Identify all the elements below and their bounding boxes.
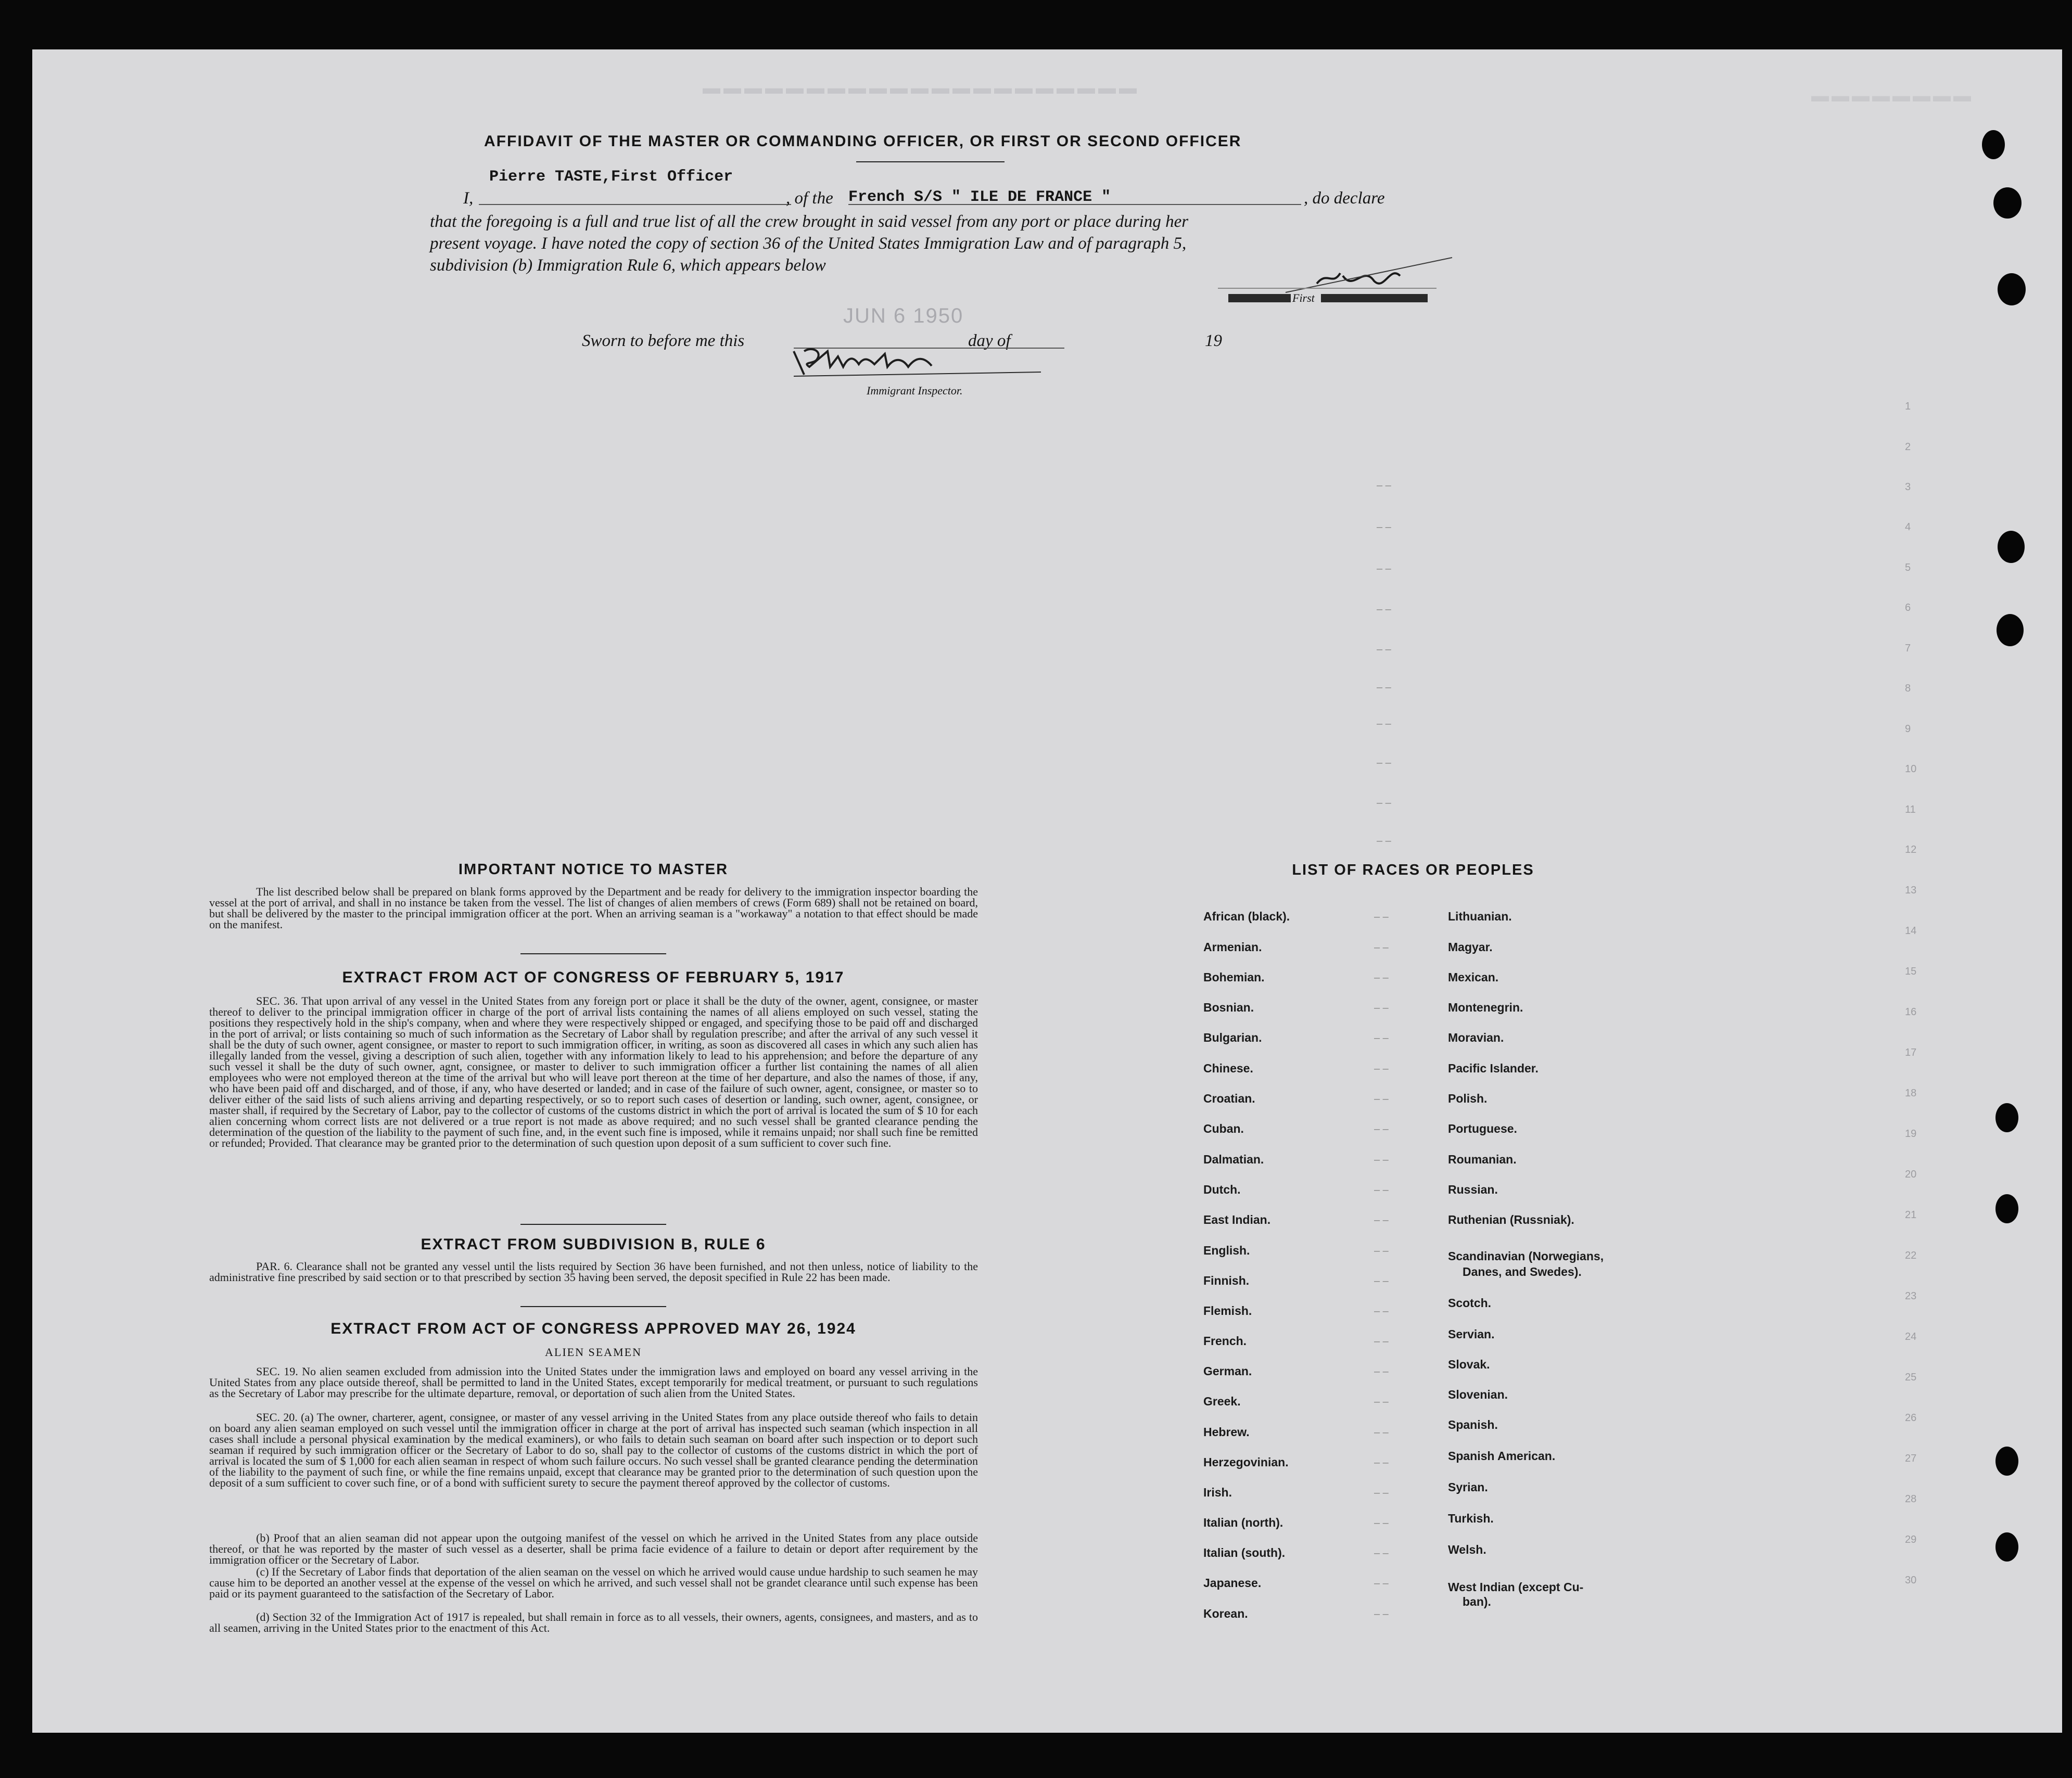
bleed-number: 28	[1905, 1493, 1917, 1505]
bleed-number: 19	[1905, 1128, 1917, 1140]
race-item: Turkish.	[1448, 1512, 1494, 1525]
bleed-number: 25	[1905, 1372, 1917, 1383]
struck-title-left	[1228, 294, 1291, 302]
bleed-number: 18	[1905, 1088, 1917, 1099]
officer-name: Pierre TASTE,First Officer	[489, 168, 733, 186]
bleed-number: 23	[1905, 1290, 1917, 1302]
race-item: Lithuanian.	[1448, 910, 1512, 923]
bleed-number: 15	[1905, 966, 1917, 977]
dash-mark: – –	[1374, 1245, 1389, 1257]
dash-mark: – –	[1374, 1336, 1389, 1347]
race-item: Bohemian.	[1203, 970, 1265, 984]
dash-mark: – –	[1374, 1063, 1389, 1075]
race-item: West Indian (except Cu-	[1448, 1580, 1584, 1594]
race-item: Greek.	[1203, 1395, 1241, 1408]
bleed-number: 11	[1905, 804, 1916, 815]
dash-mark: – –	[1374, 1306, 1389, 1317]
punch-hole	[1998, 273, 2026, 305]
race-item: Armenian.	[1203, 940, 1262, 954]
act1924-subtitle: ALIEN SEAMEN	[545, 1346, 642, 1359]
rule6-title: EXTRACT FROM SUBDIVISION B, RULE 6	[421, 1236, 766, 1253]
race-item: Danes, and Swedes).	[1463, 1265, 1582, 1278]
dash-mark: – –	[1374, 1093, 1389, 1105]
date-stamp: JUN 6 1950	[843, 304, 964, 327]
dash-mark: – –	[1374, 1457, 1389, 1468]
bleed-number: 7	[1905, 643, 1911, 654]
dash-mark: – –	[1374, 1427, 1389, 1438]
bleed-number: 1	[1905, 401, 1911, 412]
race-item: Spanish.	[1448, 1418, 1498, 1431]
race-item: ban).	[1463, 1595, 1491, 1608]
dash-mark: – –	[1374, 1608, 1389, 1620]
race-item: Dalmatian.	[1203, 1153, 1264, 1166]
sworn-text: Sworn to before me this	[582, 331, 745, 350]
race-item: Croatian.	[1203, 1092, 1255, 1105]
race-item: Bulgarian.	[1203, 1031, 1262, 1044]
dash-mark: – –	[1374, 1002, 1389, 1014]
rule6-rule	[520, 1306, 666, 1307]
dash-mark: – –	[1374, 1547, 1389, 1559]
bleed-number: 6	[1905, 602, 1911, 613]
bleed-number: 2	[1905, 441, 1911, 453]
dash-mark: – –	[1377, 835, 1391, 847]
race-item: Hebrew.	[1203, 1425, 1250, 1439]
inspector-caption: Immigrant Inspector.	[867, 384, 963, 397]
bleed-number: 8	[1905, 683, 1911, 694]
dash-mark: – –	[1377, 521, 1391, 533]
dash-mark: – –	[1374, 1154, 1389, 1166]
dash-mark: – –	[1374, 1032, 1389, 1044]
punch-hole	[1998, 531, 2025, 563]
race-item: Ruthenian (Russniak).	[1448, 1213, 1574, 1226]
punch-hole	[1982, 130, 2005, 159]
bleed-number: 26	[1905, 1412, 1917, 1424]
race-item: Mexican.	[1448, 970, 1499, 984]
dash-mark: – –	[1377, 604, 1391, 615]
bleed-number: 21	[1905, 1209, 1917, 1221]
act1924-sec20d: (d) Section 32 of the Immigration Act of 1917 is repealed, but shall remain in force as to all vessels, their owners, agents, consignees, and masters, and as to all seamen, arriving in the United States prior to the enactment of this Act.	[209, 1610, 978, 1634]
affidavit-line-2: that the foregoing is a full and true list of all the crew brought in said vessel from any port or place during her	[430, 212, 1189, 231]
dash-mark: – –	[1374, 1487, 1389, 1499]
day-of-text: day of	[968, 331, 1011, 350]
dash-mark: – –	[1374, 1123, 1389, 1135]
race-item: Pacific Islander.	[1448, 1061, 1539, 1075]
dash-mark: – –	[1377, 480, 1391, 491]
dash-mark: – –	[1374, 972, 1389, 983]
bleed-number: 16	[1905, 1006, 1917, 1018]
race-item: Chinese.	[1203, 1061, 1253, 1075]
act1924-sec19: SEC. 19. No alien seamen excluded from admission into the United States under the immigration laws and employed on board any vessel arriving in the United States from any place outside thereof, shall be permitted to land in the United States, except temporarily for medical treatment, or pursuant to such regulations as the Secretary of Labor may prescribe for the ultimate departure, removal, or deportation of such alien from the United States.	[209, 1365, 978, 1400]
officer-name-blank	[479, 204, 791, 205]
bleed-number: 9	[1905, 723, 1911, 735]
affidavit-line-3: present voyage. I have noted the copy of section 36 of the United States Immigration Law and of paragraph 5,	[430, 234, 1187, 253]
race-item: French.	[1203, 1334, 1247, 1348]
race-item: Korean.	[1203, 1607, 1248, 1620]
dash-mark: – –	[1374, 1366, 1389, 1377]
struck-title-right	[1321, 294, 1428, 302]
bleed-number: 3	[1905, 481, 1911, 493]
vessel-name: French S/S " ILE DE FRANCE "	[848, 188, 1111, 206]
dash-mark: – –	[1374, 911, 1389, 923]
race-item: Portuguese.	[1448, 1122, 1517, 1135]
affidavit-title-rule	[856, 161, 1005, 162]
race-item: Italian (south).	[1203, 1546, 1286, 1559]
bleed-number: 5	[1905, 562, 1911, 573]
affidavit-title: AFFIDAVIT OF THE MASTER OR COMMANDING OFFICER, OR FIRST OR SECOND OFFICER	[484, 133, 1242, 150]
race-item: Japanese.	[1203, 1576, 1262, 1590]
act1924-sec20b: (b) Proof that an alien seaman did not appear upon the outgoing manifest of the vessel on which he arrived in the United States from any place outside thereof, or that he was reported by the master of such vessel as a deserter, shall be prima facie evidence of a failure to detain or deport after requirement by the immigration officer or the Secretary of Labor.	[209, 1531, 978, 1566]
race-item: Dutch.	[1203, 1183, 1241, 1196]
race-item: Finnish.	[1203, 1274, 1250, 1287]
signature-caption: First	[1292, 291, 1315, 304]
dash-mark: – –	[1377, 682, 1391, 693]
race-item: East Indian.	[1203, 1213, 1271, 1226]
races-title: LIST OF RACES OR PEOPLES	[1292, 862, 1534, 878]
race-item: Bosnian.	[1203, 1001, 1254, 1014]
year-text: 19	[1205, 331, 1222, 350]
bleed-number: 30	[1905, 1575, 1917, 1586]
notice-rule	[520, 953, 666, 954]
race-item: Slovenian.	[1448, 1388, 1508, 1401]
bleed-number: 29	[1905, 1534, 1917, 1545]
race-item: Flemish.	[1203, 1304, 1252, 1317]
bleed-number: 12	[1905, 844, 1917, 855]
bleed-number: 13	[1905, 885, 1917, 896]
affidavit-of-the: , of the	[786, 189, 833, 208]
race-item: Welsh.	[1448, 1543, 1486, 1556]
race-item: Slovak.	[1448, 1358, 1490, 1371]
dash-mark: – –	[1374, 1214, 1389, 1226]
affidavit-line-4: subdivision (b) Immigration Rule 6, which appears below	[430, 256, 826, 275]
race-item: Herzegovinian.	[1203, 1455, 1289, 1469]
race-item: German.	[1203, 1364, 1252, 1378]
bleed-number: 24	[1905, 1331, 1917, 1342]
bleed-number: 27	[1905, 1453, 1917, 1464]
dash-mark: – –	[1374, 1396, 1389, 1408]
punch-hole	[1995, 1103, 2018, 1132]
bleed-number: 20	[1905, 1169, 1917, 1180]
bleed-number: 14	[1905, 925, 1917, 937]
dash-mark: – –	[1377, 718, 1391, 730]
act1917-rule	[520, 1224, 666, 1225]
act1924-title: EXTRACT FROM ACT OF CONGRESS APPROVED MAY 26, 1924	[330, 1320, 856, 1337]
act1917-title: EXTRACT FROM ACT OF CONGRESS OF FEBRUARY 5, 1917	[342, 969, 845, 986]
act1924-sec20a: SEC. 20. (a) The owner, charterer, agent, consignee, or master of any vessel arriving in the United States from any place outside thereof who fails to detain on board any alien seaman employed on such vessel until the immigration officer in charge at the port of arrival has inspected such seaman (which inspection in all cases shall include a personal physical examination by the medical examiners), or who fails to detain such seaman on board after such inspection or to deport such seaman if required by such immigration officer or the Secretary of Labor to do so, shall pay to the collector of customs of the customs district in which the port of arrival is located the sum of $ 1,000 for each alien seaman in respect of whom such failure occurs. No such vessel shall be granted clearance pending the determination of the liability to the payment of such fine, or while the fine remains unpaid, except that clearance may be granted prior to the determination of such question upon the deposit of a sum sufficient to cover such fine, or of a bond with sufficient surety to secure the payment thereof approved by the collector of customs.	[209, 1411, 978, 1489]
bleed-through-heading-2: ▬▬▬▬▬▬▬▬	[1811, 86, 1974, 106]
act1924-sec20c: (c) If the Secretary of Labor finds that deportation of the alien seaman on the vessel on which he arrived would cause undue hardship to such seamen he may cause him to be deported an another vessel at the expense of the vessel on which he arrived, and such vessel shall not be grandet clearance until such expense has been paid or its payment guaranteed to the satisfaction of the Secretary of Labor.	[209, 1565, 978, 1600]
vessel-blank	[848, 204, 1301, 205]
race-item: Scotch.	[1448, 1296, 1492, 1310]
bleed-number: 10	[1905, 763, 1917, 775]
bleed-number: 4	[1905, 521, 1911, 533]
race-item: Magyar.	[1448, 940, 1493, 954]
affidavit-declare: , do declare	[1304, 189, 1385, 208]
dash-mark: – –	[1374, 1578, 1389, 1589]
punch-hole	[1993, 187, 2022, 219]
notice-title: IMPORTANT NOTICE TO MASTER	[458, 861, 729, 878]
race-item: Syrian.	[1448, 1480, 1488, 1494]
race-item: Montenegrin.	[1448, 1001, 1523, 1014]
race-item: Irish.	[1203, 1486, 1232, 1499]
race-item: Roumanian.	[1448, 1153, 1517, 1166]
punch-hole	[1995, 1532, 2018, 1562]
race-item: Polish.	[1448, 1092, 1488, 1105]
dash-mark: – –	[1377, 644, 1391, 655]
race-item: African (black).	[1203, 910, 1290, 923]
dash-mark: – –	[1377, 757, 1391, 769]
affidavit-i: I,	[463, 189, 474, 208]
dash-mark: – –	[1374, 1517, 1389, 1529]
dash-mark: – –	[1377, 797, 1391, 809]
race-item: English.	[1203, 1244, 1250, 1257]
dash-mark: – –	[1374, 942, 1389, 953]
act1917-text: SEC. 36. That upon arrival of any vessel in the United States from any foreign port or place it shall be the duty of the owner, agent, consignee, or master thereof to deliver to the principal immigration officer in charge of the port of arrival lists containing the names of all aliens employed on such vessel, stating the positions they respectively hold in the ship's company, when and where they were respectively shipped or engaged, and specifying those to be paid off and discharged in the port of arrival; or lists containing so much of such information as the Secretary of Labor shall by regulation prescribe; and after the arrival of any such vessel it shall be the duty of such owner, agent consignee, or master to report to such immigration officer, in writing, as soon as discovered all cases in which any such alien has illegally landed from the vessel, giving a description of such alien, together with any information likely to lead to his apprehension; and before the departure of any such vessel it shall be the duty of such owner, agnt, consignee, or master to deliver to such immigration officer a further list containing the names of all alien employees who were not employed thereon at the time of the arrival but who will leave port thereon at the time of her departure, and also the names of those, if any, who have been paid off and discharged, and of those, if any, who have deserted or landed; and in case of the failure of such owner, agent, consignee, or master so to deliver either of the said lists of such aliens arriving and departing respectively, or so to report such cases of desertion or landing, such owner, agent, consignee, or master shall, if required by the Secretary of Labor, pay to the collector of customs of the customs district in which the port of arrival is located the sum of $ 10 for each alien concerning whom correct lists are not delivered or a true report is not made as above required; and no such vessel shall be granted clearance pending the determination of the question of the liability to the payment of such fine, and, in the event such fine is imposed, while it remains unpaid; nor shall such fine be remitted or refunded; Provided. That clearance may be granted prior to the determination of such question upon deposit of a sum sufficient to cover such fine.	[209, 994, 978, 1149]
dash-mark: – –	[1374, 1184, 1389, 1196]
dash-mark: – –	[1374, 1275, 1389, 1287]
rule6-text: PAR. 6. Clearance shall not be granted any vessel until the lists required by Section 36 have been furnished, and not then unless, notice of liability to the administrative fine prescribed by said section or to that prescribed by section 35 having been served, the deposit specified in Rule 22 has been made.	[209, 1260, 978, 1284]
dash-mark: – –	[1377, 563, 1391, 574]
race-item: Spanish American.	[1448, 1449, 1556, 1463]
bleed-through-heading: ▬▬▬▬▬▬▬▬▬▬▬▬▬▬▬▬▬▬▬▬▬	[703, 78, 1140, 98]
notice-text: The list described below shall be prepared on blank forms approved by the Department and be ready for delivery to the immigration inspector boarding the vessel at the port of arrival, and shall in no instance be taken from the vessel. The list of changes of alien members of crews (Form 689) shall not be retained on board, but shall be delivered by the master to the principal immigration officer at the port. When an arriving seaman is a "workaway" a notation to that effect should be made on the manifest.	[209, 885, 978, 931]
punch-hole	[1995, 1447, 2018, 1476]
race-item: Moravian.	[1448, 1031, 1504, 1044]
race-item: Servian.	[1448, 1327, 1495, 1341]
race-item: Italian (north).	[1203, 1516, 1283, 1529]
bleed-number: 17	[1905, 1047, 1917, 1058]
race-item: Russian.	[1448, 1183, 1498, 1196]
bleed-number: 22	[1905, 1250, 1917, 1261]
race-item: Scandinavian (Norwegians,	[1448, 1249, 1604, 1263]
signature-line	[1218, 288, 1437, 289]
punch-hole	[1995, 1194, 2018, 1223]
inspector-signature	[791, 336, 1051, 382]
race-item: Cuban.	[1203, 1122, 1244, 1135]
punch-hole	[1997, 614, 2024, 646]
